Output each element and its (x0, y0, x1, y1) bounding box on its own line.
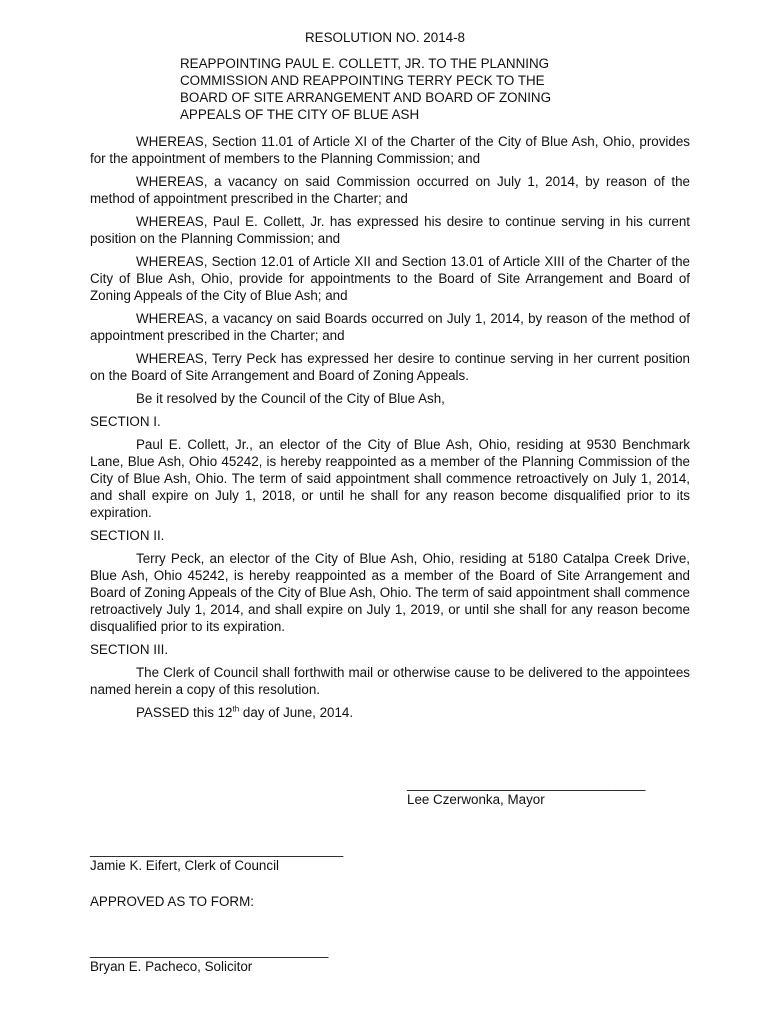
section-text: Terry Peck, an elector of the City of Blue Ash, Ohio, residing at 5180 Catalpa Creek Drive, Blue Ash, Ohio 45242, is hereby reappointed as a member of the Board of Site Arrangement and Board of Zoning Appeals of the City of Blue Ash, Ohio. The term of said appointment shall commence retroactively July 1, 2014, and shall expire on July 1, 2019, or until she shall for any reason become disqualified prior to its expiration. (90, 551, 690, 634)
whereas-clause: WHEREAS, a vacancy on said Commission occurred on July 1, 2014, by reason of the method of appointment prescribed in the Charter; and (90, 174, 690, 206)
resolution-body (90, 133, 690, 727)
title-line: BOARD OF SITE ARRANGEMENT AND BOARD OF ZONING (180, 90, 552, 105)
mayor-name: Lee Czerwonka, Mayor (407, 792, 545, 807)
section-text: Paul E. Collett, Jr., an elector of the City of Blue Ash, Ohio, residing at 9530 Benchmark Lane, Blue Ash, Ohio 45242, is hereby reappointed as a member of the Planning Commission of the City of Blue Ash, Ohio. The term of said appointment shall commence retroactively on July 1, 2014, and shall expire on July 1, 2018, or until he shall for any reason become disqualified prior to its expiration. (90, 437, 690, 520)
whereas-clause: WHEREAS, Paul E. Collett, Jr. has expressed his desire to continue serving in his current position on the Planning Commission; and (90, 214, 690, 246)
signature-line: ________________________________ (407, 776, 646, 791)
solicitor-signature-block (90, 944, 328, 975)
section-heading: SECTION I. (90, 414, 161, 429)
resolution-number: RESOLUTION NO. 2014-8 (305, 30, 465, 45)
whereas-clause: WHEREAS, Section 11.01 of Article XI of the Charter of the City of Blue Ash, Ohio, provides for the appointment of members to the Planning Commission; and (90, 134, 690, 166)
title-line: COMMISSION AND REAPPOINTING TERRY PECK TO THE (180, 73, 545, 88)
whereas-clause: WHEREAS, Terry Peck has expressed her desire to continue serving in her current position on the Board of Site Arrangement and Board of Zoning Appeals. (90, 351, 690, 383)
resolved-clause: Be it resolved by the Council of the City of Blue Ash, (136, 391, 445, 406)
approved-as-to-form-label: APPROVED AS TO FORM: (90, 894, 254, 909)
passed-rest: day of June, 2014. (239, 705, 354, 720)
section-heading: SECTION III. (90, 642, 169, 657)
clerk-name: Jamie K. Eifert, Clerk of Council (90, 858, 280, 873)
solicitor-name: Bryan E. Pacheco, Solicitor (90, 959, 253, 974)
section-text: The Clerk of Council shall forthwith mail or otherwise cause to be delivered to the appointees named herein a copy of this resolution. (90, 665, 690, 697)
title-line: APPEALS OF THE CITY OF BLUE ASH (180, 107, 420, 122)
signature-line: __________________________________ (90, 842, 344, 857)
passed-date (90, 704, 690, 721)
passed-ordinal: th (232, 704, 240, 714)
whereas-clause: WHEREAS, Section 12.01 of Article XII and Section 13.01 of Article XIII of the Charter of the City of Blue Ash, Ohio, provide for appointments to the Board of Site Arrangement and Board of Zoning Appeals of the City of Blue Ash; and (90, 254, 690, 303)
passed-prefix: PASSED this 12 (136, 705, 233, 720)
mayor-signature-block (407, 777, 645, 808)
section-heading: SECTION II. (90, 528, 165, 543)
signature-line: ________________________________ (90, 943, 329, 958)
whereas-clause: WHEREAS, a vacancy on said Boards occurred on July 1, 2014, by reason of the method of appointment prescribed in the Charter; and (90, 311, 690, 343)
clerk-signature-block (90, 843, 343, 874)
resolution-title (180, 55, 600, 123)
title-line: REAPPOINTING PAUL E. COLLETT, JR. TO THE PLANNING (180, 56, 550, 71)
